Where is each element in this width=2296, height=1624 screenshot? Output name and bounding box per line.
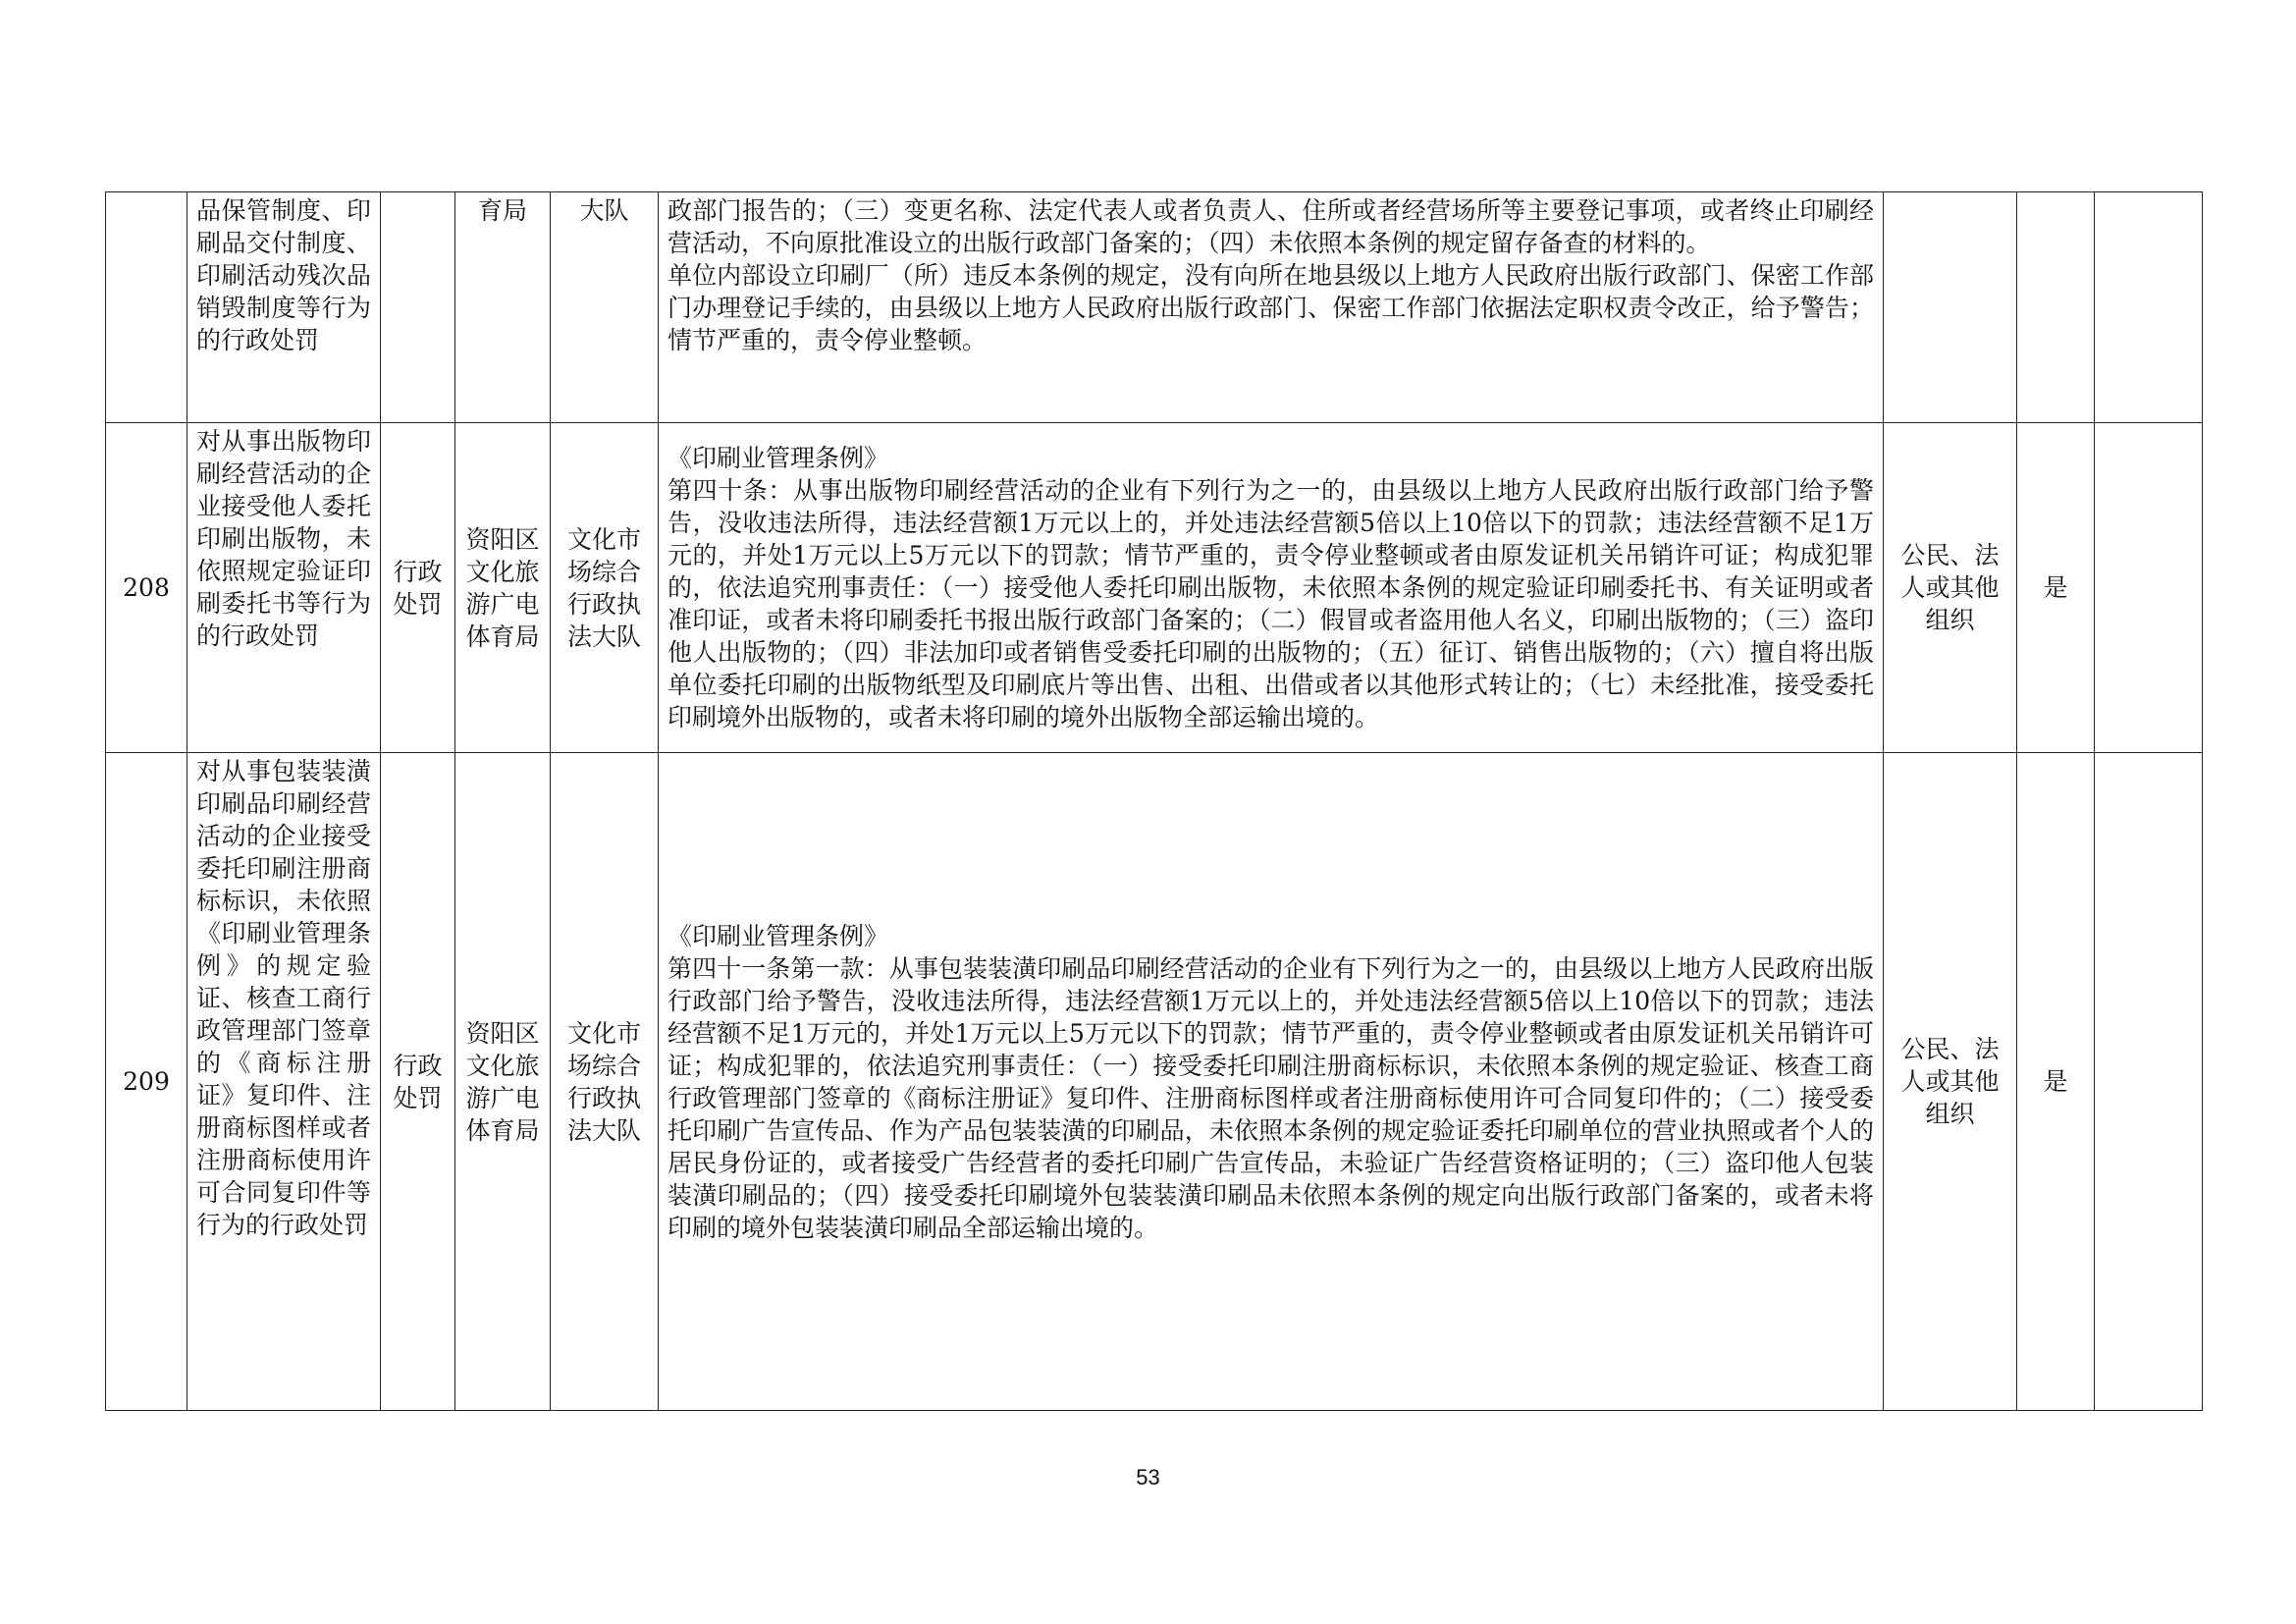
legal-basis-paragraph: 政部门报告的；（三）变更名称、法定代表人或者负责人、住所或者经营场所等主要登记事项，或者终止印刷经营活动，不向原批准设立的出版行政部门备案的；（四）未依照本条例的规定留存备查的材料的。: [667, 196, 1874, 257]
table-row: [106, 423, 2203, 753]
item-flag: 是: [2017, 753, 2095, 1411]
item-subject: 公民、法人或其他组织: [1884, 753, 2017, 1411]
item-name: 对从事出版物印刷经营活动的企业接受他人委托印刷出版物，未依照规定验证印刷委托书等行为的行政处罚: [187, 423, 381, 753]
item-number: [106, 192, 187, 423]
item-number: 209: [106, 753, 187, 1411]
item-department: 资阳区文化旅游广电体育局: [455, 753, 551, 1411]
item-subject: 公民、法人或其他组织: [1884, 423, 2017, 753]
item-name: 对从事包装装潢印刷品印刷经营活动的企业接受委托印刷注册商标标识，未依照《印刷业管理条例》的规定验证、核查工商行政管理部门签章的《商标注册证》复印件、注册商标图样或者注册商标使用许可合同复印件等行为的行政处罚: [187, 753, 381, 1411]
item-department: 育局: [455, 192, 551, 423]
item-legal-basis: [659, 423, 1884, 753]
item-legal-basis: [659, 192, 1884, 423]
item-remark: [2095, 423, 2203, 753]
legal-basis-paragraph: 《印刷业管理条例》: [667, 921, 889, 950]
item-enforcer: 文化市场综合行政执法大队: [551, 753, 659, 1411]
item-subject: [1884, 192, 2017, 423]
page-number: 53: [1136, 1465, 1160, 1489]
item-legal-basis: [659, 753, 1884, 1411]
power-list-table: [105, 191, 2203, 1411]
item-flag: 是: [2017, 423, 2095, 753]
item-enforcer: 文化市场综合行政执法大队: [551, 423, 659, 753]
legal-basis-paragraph: 第四十一条第一款：从事包装装潢印刷品印刷经营活动的企业有下列行为之一的，由县级以上地方人民政府出版行政部门给予警告，没收违法所得，违法经营额1万元以上的，并处违法经营额5倍以上10倍以下的罚款；违法经营额不足1万元的，并处1万元以上5万元以下的罚款；情节严重的，责令停业整顿或者由原发证机关吊销许可证；构成犯罪的，依法追究刑事责任：（一）接受委托印刷注册商标标识，未依照本条例的规定验证、核查工商行政管理部门签章的《商标注册证》复印件、注册商标图样或者注册商标使用许可合同复印件的；（二）接受委托印刷广告宣传品、作为产品包装装潢的印刷品，未依照本条例的规定验证委托印刷单位的营业执照或者个人的居民身份证的，或者接受广告经营者的委托印刷广告宣传品，未验证广告经营资格证明的；（三）盗印他人包装装潢印刷品的；（四）接受委托印刷境外包装装潢印刷品未依照本条例的规定向出版行政部门备案的，或者未将印刷的境外包装装潢印刷品全部运输出境的。: [667, 953, 1874, 1242]
table-row: [106, 753, 2203, 1411]
item-flag: [2017, 192, 2095, 423]
item-remark: [2095, 753, 2203, 1411]
item-name: 品保管制度、印刷品交付制度、印刷活动残次品销毁制度等行为的行政处罚: [187, 192, 381, 423]
legal-basis-paragraph: 单位内部设立印刷厂（所）违反本条例的规定，没有向所在地县级以上地方人民政府出版行政部门、保密工作部门办理登记手续的，由县级以上地方人民政府出版行政部门、保密工作部门依据法定职权责令改正，给予警告；情节严重的，责令停业整顿。: [667, 261, 1874, 354]
item-enforcer: 大队: [551, 192, 659, 423]
item-number: 208: [106, 423, 187, 753]
item-type: 行政处罚: [381, 753, 455, 1411]
item-type: 行政处罚: [381, 423, 455, 753]
legal-basis-paragraph: 第四十条：从事出版物印刷经营活动的企业有下列行为之一的，由县级以上地方人民政府出版行政部门给予警告，没收违法所得，违法经营额1万元以上的，并处违法经营额5倍以上10倍以下的罚款；违法经营额不足1万元的，并处1万元以上5万元以下的罚款；情节严重的，责令停业整顿或者由原发证机关吊销许可证；构成犯罪的，依法追究刑事责任：（一）接受他人委托印刷出版物，未依照本条例的规定验证印刷委托书、有关证明或者准印证，或者未将印刷委托书报出版行政部门备案的；（二）假冒或者盗用他人名义，印刷出版物的；（三）盗印他人出版物的；（四）非法加印或者销售受委托印刷的出版物的；（五）征订、销售出版物的；（六）擅自将出版单位委托印刷的出版物纸型及印刷底片等出售、出租、出借或者以其他形式转让的；（七）未经批准，接受委托印刷境外出版物的，或者未将印刷的境外出版物全部运输出境的。: [667, 476, 1874, 731]
item-type: [381, 192, 455, 423]
item-department: 资阳区文化旅游广电体育局: [455, 423, 551, 753]
item-remark: [2095, 192, 2203, 423]
table-row: [106, 192, 2203, 423]
legal-basis-paragraph: 《印刷业管理条例》: [667, 444, 889, 472]
